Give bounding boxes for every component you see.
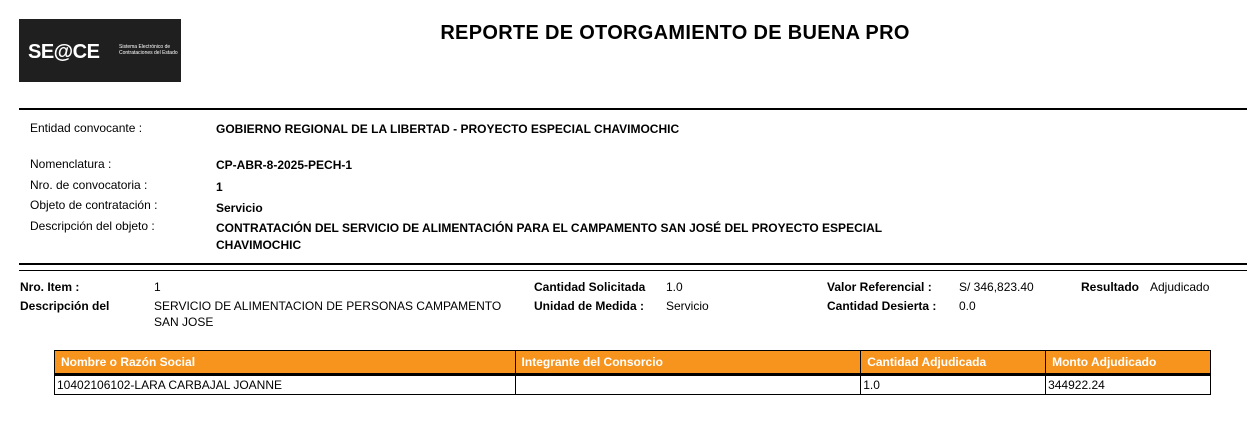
resultado-label: Resultado (1081, 280, 1140, 294)
award-table (54, 350, 1211, 395)
table-row (55, 375, 1211, 395)
nomenclatura-value: CP-ABR-8-2025-PECH-1 (216, 158, 353, 172)
objeto-label: Objeto de contratación : (30, 198, 158, 212)
divider-middle (19, 263, 1247, 265)
item-desc-value-line2: SAN JOSE (154, 315, 214, 329)
unidad-medida-label: Unidad de Medida : (534, 299, 645, 313)
descripcion-value-line2: CHAVIMOCHIC (216, 238, 302, 252)
header-cantidad: Cantidad Adjudicada (861, 351, 1046, 375)
objeto-value: Servicio (216, 201, 263, 215)
logo-text: SE@CE (28, 41, 100, 63)
unidad-medida-value: Servicio (666, 299, 709, 313)
nro-item-label: Nro. Item : (20, 280, 80, 294)
cantidad-solicitada-label: Cantidad Solicitada (534, 280, 646, 294)
award-table-header-row (55, 351, 1211, 375)
header-monto: Monto Adjudicado (1046, 351, 1211, 375)
nro-item-value: 1 (154, 280, 161, 294)
cell-nombre: 10402106102-LARA CARBAJAL JOANNE (55, 375, 516, 395)
descripcion-label: Descripción del objeto : (30, 219, 155, 233)
cell-monto: 344922.24 (1046, 375, 1211, 395)
entidad-value: GOBIERNO REGIONAL DE LA LIBERTAD - PROYECTO ESPECIAL CHAVIMOCHIC (216, 122, 680, 136)
header-integrante: Integrante del Consorcio (515, 351, 861, 375)
nomenclatura-label: Nomenclatura : (30, 157, 112, 171)
header-nombre: Nombre o Razón Social (55, 351, 516, 375)
logo-subtitle: Sistema Electrónico de Contrataciones del Estado (119, 44, 178, 56)
cell-cantidad: 1.0 (861, 375, 1046, 395)
item-desc-value-line1: SERVICIO DE ALIMENTACION DE PERSONAS CAMPAMENTO (154, 299, 502, 313)
convocatoria-value: 1 (216, 180, 223, 194)
cantidad-desierta-label: Cantidad Desierta : (827, 299, 937, 313)
divider-thin (19, 270, 1247, 271)
item-desc-label: Descripción del (20, 299, 110, 313)
report-title: REPORTE DE OTORGAMIENTO DE BUENA PRO (440, 22, 910, 44)
divider-top (19, 108, 1247, 110)
cell-integrante (515, 375, 861, 395)
valor-referencial-value: S/ 346,823.40 (959, 280, 1034, 294)
resultado-value: Adjudicado (1150, 280, 1210, 294)
cantidad-solicitada-value: 1.0 (666, 280, 683, 294)
valor-referencial-label: Valor Referencial : (827, 280, 932, 294)
descripcion-value-line1: CONTRATACIÓN DEL SERVICIO DE ALIMENTACIÓN PARA EL CAMPAMENTO SAN JOSÉ DEL PROYECTO ESPECIAL (216, 221, 883, 235)
cantidad-desierta-value: 0.0 (959, 299, 976, 313)
entidad-label: Entidad convocante : (30, 121, 143, 135)
convocatoria-label: Nro. de convocatoria : (30, 178, 148, 192)
